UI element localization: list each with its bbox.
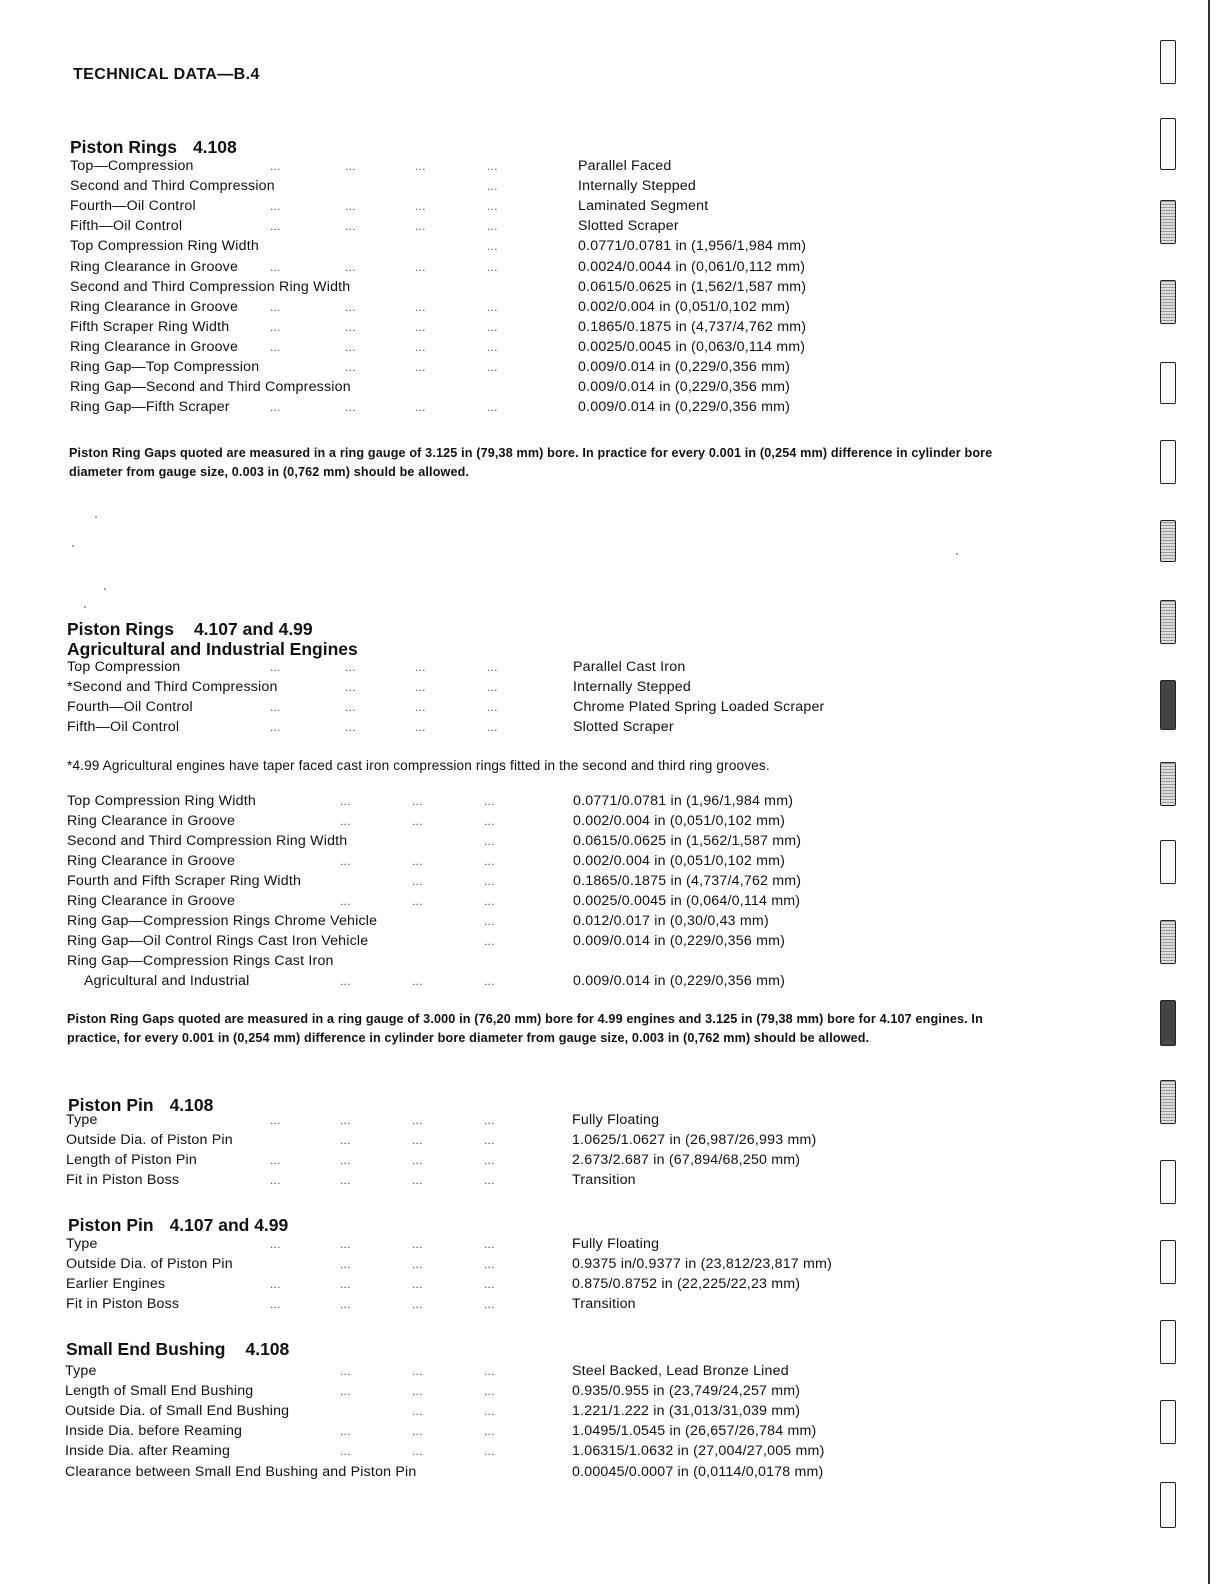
- leader-dots: ...: [415, 680, 426, 694]
- leader-dots: ...: [270, 700, 281, 714]
- leader-dots: ...: [487, 299, 498, 314]
- spec-row: [0, 1462, 1100, 1482]
- leader-dots: ...: [487, 179, 498, 194]
- leader-dots: ...: [340, 854, 351, 868]
- spec-value: 1.06315/1.0632 in (27,004/27,005 mm): [572, 1443, 825, 1460]
- scan-speck: [956, 553, 958, 555]
- leader-dots: ...: [415, 400, 426, 415]
- spec-row: [0, 1234, 1100, 1254]
- binder-tab: [1160, 1000, 1176, 1046]
- leader-dots: ...: [340, 1277, 351, 1291]
- heading-main: Piston Rings: [67, 619, 174, 639]
- leader-dots: ...: [340, 1297, 351, 1311]
- note-ring-gaps: Piston Ring Gaps quoted are measured in a ring gauge of 3.125 in (79,38 mm) bore. In practice for every 0.001 in (0,254 mm) difference in cylinder bore diameter from gauge size, 0.003 in (0,762 mm) should be allowed.: [69, 446, 993, 479]
- spec-value: 1.0495/1.0545 in (26,657/26,784 mm): [572, 1423, 817, 1440]
- leader-dots: ...: [412, 1384, 423, 1399]
- leader-dots: ...: [484, 894, 495, 908]
- spec-label: Inside Dia. before Reaming: [65, 1423, 243, 1440]
- binder-tab: [1160, 1160, 1176, 1204]
- binder-tab: [1160, 680, 1176, 730]
- leader-dots: ...: [487, 720, 498, 734]
- section-heading: [66, 1339, 289, 1359]
- spec-label: Agricultural and Industrial: [84, 973, 250, 989]
- leader-dots: ...: [487, 159, 498, 173]
- spec-row: [0, 1401, 1100, 1421]
- leader-dots: ...: [270, 219, 281, 234]
- spec-value: 0.002/0.004 in (0,051/0,102 mm): [573, 853, 786, 869]
- spec-label: Outside Dia. of Piston Pin: [66, 1132, 233, 1148]
- spec-label: Ring Clearance in Groove: [70, 298, 239, 315]
- leader-dots: ...: [415, 219, 426, 234]
- leader-dots: ...: [345, 680, 356, 694]
- leader-dots: ...: [270, 1173, 281, 1187]
- leader-dots: ...: [487, 360, 498, 374]
- spec-label: Second and Third Compression: [70, 178, 275, 195]
- binder-tab: [1160, 762, 1176, 806]
- leader-dots: ...: [412, 1364, 423, 1378]
- spec-label: Fit in Piston Boss: [66, 1172, 180, 1188]
- leader-dots: ...: [484, 934, 495, 948]
- spec-row: [0, 156, 1100, 176]
- spec-label: Top Compression: [67, 659, 181, 675]
- leader-dots: ...: [415, 299, 426, 314]
- spec-row: [0, 1150, 1100, 1170]
- spec-label: Type: [66, 1236, 98, 1252]
- spec-value: 0.9375 in/0.9377 in (23,812/23,817 mm): [572, 1256, 832, 1272]
- spec-row: [0, 176, 1100, 196]
- spec-value: 0.0025/0.0045 in (0,063/0,114 mm): [578, 338, 806, 355]
- spec-label: Second and Third Compression Ring Width: [67, 833, 348, 849]
- leader-dots: ...: [412, 974, 423, 988]
- leader-dots: ...: [412, 1153, 423, 1167]
- leader-dots: ...: [340, 1113, 351, 1127]
- leader-dots: ...: [412, 1173, 423, 1187]
- leader-dots: ...: [340, 894, 351, 908]
- binder-tab: [1160, 280, 1176, 324]
- leader-dots: ...: [340, 1364, 351, 1378]
- spec-label: Fourth—Oil Control: [67, 699, 193, 715]
- leader-dots: ...: [412, 794, 423, 808]
- spec-row: [0, 1274, 1100, 1294]
- page-title: TECHNICAL DATA—B.4: [73, 66, 260, 83]
- leader-dots: ...: [345, 400, 356, 415]
- leader-dots: ...: [484, 814, 495, 828]
- leader-dots: ...: [340, 1173, 351, 1187]
- spec-label: Length of Piston Pin: [66, 1152, 197, 1168]
- spec-label: Top—Compression: [70, 158, 194, 174]
- spec-value: 0.0771/0.0781 in (1,956/1,984 mm): [578, 238, 807, 255]
- leader-dots: ...: [412, 1237, 423, 1251]
- heading-model: 4.107 and 4.99: [169, 1215, 289, 1235]
- leader-dots: ...: [484, 1277, 495, 1291]
- spec-value: Steel Backed, Lead Bronze Lined: [572, 1363, 789, 1379]
- leader-dots: ...: [345, 159, 356, 173]
- leader-dots: ...: [340, 794, 351, 808]
- spec-value: Internally Stepped: [573, 679, 691, 695]
- spec-value: 0.009/0.014 in (0,229/0,356 mm): [573, 973, 786, 989]
- spec-row: [0, 397, 1100, 417]
- leader-dots: ...: [412, 854, 423, 868]
- leader-dots: ...: [270, 159, 281, 173]
- heading-main: Piston Pin: [68, 1215, 154, 1235]
- spec-label: Type: [65, 1363, 97, 1379]
- spec-row: [0, 277, 1100, 297]
- leader-dots: ...: [345, 360, 356, 374]
- leader-dots: ...: [345, 660, 356, 674]
- spec-value: Slotted Scraper: [573, 719, 674, 735]
- spec-value: 0.0615/0.0625 in (1,562/1,587 mm): [578, 278, 807, 295]
- leader-dots: ...: [484, 1133, 495, 1147]
- spec-label: Fit in Piston Boss: [66, 1296, 180, 1312]
- spec-label: Second and Third Compression Ring Width: [70, 278, 351, 295]
- leader-dots: ...: [270, 259, 281, 274]
- leader-dots: ...: [484, 874, 495, 888]
- spec-value: 0.0771/0.0781 in (1,96/1,984 mm): [573, 793, 794, 809]
- spec-value: Internally Stepped: [578, 178, 696, 195]
- spec-label: Ring Clearance in Groove: [67, 893, 236, 909]
- spec-value: 0.002/0.004 in (0,051/0,102 mm): [578, 298, 791, 315]
- spec-value: 0.935/0.955 in (23,749/24,257 mm): [572, 1383, 801, 1400]
- spec-row: [0, 891, 1100, 911]
- section-heading: [68, 1215, 288, 1235]
- spec-label: Outside Dia. of Small End Bushing: [65, 1403, 290, 1420]
- spec-row: [0, 791, 1100, 811]
- leader-dots: ...: [484, 1404, 495, 1419]
- spec-row: [0, 317, 1100, 337]
- heading-main: Small End Bushing: [66, 1339, 226, 1359]
- footnote-4-99: *4.99 Agricultural engines have taper faced cast iron compression rings fitted in the second and third ring grooves.: [67, 758, 770, 773]
- leader-dots: ...: [340, 814, 351, 828]
- heading-main: Piston Rings: [70, 137, 177, 157]
- spec-value: 0.1865/0.1875 in (4,737/4,762 mm): [573, 873, 802, 889]
- binder-tab: [1160, 920, 1176, 964]
- leader-dots: ...: [487, 339, 498, 354]
- heading-model: 4.107 and 4.99: [193, 619, 313, 639]
- leader-dots: ...: [484, 1153, 495, 1167]
- binder-tab: [1160, 362, 1176, 404]
- spec-label: Clearance between Small End Bushing and Piston Pin: [65, 1463, 417, 1480]
- leader-dots: ...: [345, 259, 356, 274]
- binder-tab: [1160, 118, 1176, 170]
- leader-dots: ...: [412, 1113, 423, 1127]
- leader-dots: ...: [345, 219, 356, 234]
- spec-label: Ring Clearance in Groove: [67, 853, 236, 869]
- leader-dots: ...: [340, 1384, 351, 1399]
- spec-value: 2.673/2.687 in (67,894/68,250 mm): [572, 1152, 801, 1168]
- spec-value: 0.00045/0.0007 in (0,0114/0,0178 mm): [572, 1463, 824, 1480]
- leader-dots: ...: [270, 1297, 281, 1311]
- binder-tab: [1160, 1400, 1176, 1444]
- page-edge: [1208, 0, 1210, 1584]
- binder-tab: [1160, 600, 1176, 644]
- spec-value: 0.0615/0.0625 in (1,562/1,587 mm): [573, 833, 802, 849]
- spec-value: 1.221/1.222 in (31,013/31,039 mm): [572, 1403, 801, 1420]
- binder-tab: [1160, 200, 1176, 244]
- spec-label: Ring Clearance in Groove: [70, 338, 239, 355]
- spec-label: Ring Gap—Fifth Scraper: [70, 399, 230, 416]
- leader-dots: ...: [487, 259, 498, 274]
- section-heading: [67, 619, 313, 639]
- leader-dots: ...: [484, 1237, 495, 1251]
- leader-dots: ...: [345, 700, 356, 714]
- spec-value: Chrome Plated Spring Loaded Scraper: [573, 699, 825, 715]
- leader-dots: ...: [270, 339, 281, 354]
- spec-row: [0, 831, 1100, 851]
- spec-label: Length of Small End Bushing: [65, 1383, 254, 1400]
- leader-dots: ...: [345, 319, 356, 334]
- leader-dots: ...: [484, 1444, 495, 1459]
- leader-dots: ...: [484, 974, 495, 988]
- heading-model: 4.108: [245, 1339, 290, 1359]
- spec-value: Parallel Cast Iron: [573, 659, 686, 675]
- heading-model: 4.108: [192, 137, 237, 157]
- leader-dots: ...: [340, 1257, 351, 1271]
- spec-value: Laminated Segment: [578, 198, 709, 215]
- spec-label: *Second and Third Compression: [67, 679, 278, 695]
- spec-row: [0, 337, 1100, 357]
- spec-value: Transition: [572, 1172, 636, 1188]
- leader-dots: ...: [415, 660, 426, 674]
- leader-dots: ...: [345, 339, 356, 354]
- spec-row: [0, 871, 1100, 891]
- spec-label: Inside Dia. after Reaming: [65, 1443, 231, 1460]
- spec-value: Transition: [572, 1296, 636, 1312]
- spec-value: 0.012/0.017 in (0,30/0,43 mm): [573, 913, 769, 929]
- leader-dots: ...: [484, 1424, 495, 1439]
- spec-row: [0, 851, 1100, 871]
- spec-row: [0, 216, 1100, 236]
- spec-label: Fifth Scraper Ring Width: [70, 318, 230, 335]
- spec-label: Fifth—Oil Control: [67, 719, 180, 735]
- spec-label: Ring Clearance in Groove: [67, 813, 236, 829]
- binder-tab: [1160, 840, 1176, 884]
- spec-row: [0, 257, 1100, 277]
- leader-dots: ...: [484, 1364, 495, 1378]
- leader-dots: ...: [484, 1297, 495, 1311]
- spec-label: Ring Gap—Oil Control Rings Cast Iron Vehicle: [67, 933, 369, 949]
- spec-value: 1.0625/1.0627 in (26,987/26,993 mm): [572, 1132, 817, 1148]
- spec-row: [0, 236, 1100, 256]
- leader-dots: ...: [340, 1424, 351, 1439]
- leader-dots: ...: [487, 199, 498, 214]
- leader-dots: ...: [487, 400, 498, 415]
- spec-value: 0.009/0.014 in (0,229/0,356 mm): [573, 933, 786, 949]
- scan-speck: [95, 516, 97, 518]
- spec-value: 0.875/0.8752 in (22,225/22,23 mm): [572, 1276, 801, 1292]
- leader-dots: ...: [340, 1237, 351, 1251]
- spec-value: Slotted Scraper: [578, 218, 679, 235]
- binder-tab: [1160, 1320, 1176, 1364]
- spec-label: Top Compression Ring Width: [70, 238, 259, 255]
- spec-row: [0, 1130, 1100, 1150]
- spec-row: [0, 1441, 1100, 1461]
- spec-row: [0, 911, 1100, 931]
- heading-model: 4.108: [169, 1095, 214, 1115]
- spec-row: [0, 717, 1100, 737]
- leader-dots: ...: [270, 660, 281, 674]
- leader-dots: ...: [270, 1237, 281, 1251]
- spec-row: [0, 377, 1100, 397]
- leader-dots: ...: [412, 814, 423, 828]
- binder-tab: [1160, 1482, 1176, 1528]
- leader-dots: ...: [270, 720, 281, 734]
- spec-row: [0, 1361, 1100, 1381]
- leader-dots: ...: [415, 199, 426, 214]
- spec-row: [0, 1254, 1100, 1274]
- spec-label: Fourth and Fifth Scraper Ring Width: [67, 873, 302, 889]
- leader-dots: ...: [487, 700, 498, 714]
- spec-row: [0, 196, 1100, 216]
- spec-value: 0.009/0.014 in (0,229/0,356 mm): [578, 379, 791, 396]
- leader-dots: ...: [345, 299, 356, 314]
- leader-dots: ...: [345, 720, 356, 734]
- scan-speck: [104, 588, 106, 590]
- binder-tab: [1160, 40, 1176, 84]
- leader-dots: ...: [270, 1153, 281, 1167]
- leader-dots: ...: [412, 1424, 423, 1439]
- leader-dots: ...: [415, 159, 426, 173]
- leader-dots: ...: [487, 239, 498, 254]
- leader-dots: ...: [484, 1384, 495, 1399]
- spec-row: [0, 971, 1100, 991]
- leader-dots: ...: [412, 874, 423, 888]
- spec-row: [0, 1294, 1100, 1314]
- leader-dots: ...: [340, 974, 351, 988]
- spec-value: 0.009/0.014 in (0,229/0,356 mm): [578, 399, 791, 416]
- spec-label: Ring Gap—Top Compression: [70, 359, 260, 375]
- section-subheading: Agricultural and Industrial Engines: [67, 639, 358, 659]
- spec-label: Earlier Engines: [66, 1276, 166, 1292]
- leader-dots: ...: [487, 660, 498, 674]
- leader-dots: ...: [340, 1153, 351, 1167]
- spec-row: [0, 811, 1100, 831]
- spec-row: [0, 657, 1100, 677]
- spec-value: 0.0024/0.0044 in (0,061/0,112 mm): [578, 258, 806, 275]
- leader-dots: ...: [415, 700, 426, 714]
- spec-row: [0, 1381, 1100, 1401]
- spec-row: [0, 1170, 1100, 1190]
- spec-label: Fifth—Oil Control: [70, 218, 183, 235]
- spec-label: Top Compression Ring Width: [67, 793, 256, 809]
- leader-dots: ...: [412, 1297, 423, 1311]
- leader-dots: ...: [415, 720, 426, 734]
- leader-dots: ...: [340, 1133, 351, 1147]
- spec-label: Ring Gap—Compression Rings Cast Iron: [67, 953, 334, 969]
- leader-dots: ...: [412, 1404, 423, 1419]
- spec-value: 0.002/0.004 in (0,051/0,102 mm): [573, 813, 786, 829]
- spec-row: [0, 677, 1100, 697]
- spec-value: Fully Floating: [572, 1236, 660, 1252]
- leader-dots: ...: [345, 199, 356, 214]
- leader-dots: ...: [270, 299, 281, 314]
- spec-label: Type: [66, 1112, 98, 1128]
- leader-dots: ...: [412, 894, 423, 908]
- spec-value: Fully Floating: [572, 1112, 660, 1128]
- spec-value: 0.009/0.014 in (0,229/0,356 mm): [578, 359, 791, 375]
- leader-dots: ...: [484, 794, 495, 808]
- leader-dots: ...: [484, 1257, 495, 1271]
- leader-dots: ...: [415, 360, 426, 374]
- leader-dots: ...: [270, 199, 281, 214]
- spec-row: [0, 357, 1100, 377]
- scan-speck: [72, 545, 74, 547]
- spec-label: Outside Dia. of Piston Pin: [66, 1256, 233, 1272]
- leader-dots: ...: [412, 1133, 423, 1147]
- spec-row: [0, 951, 1100, 971]
- leader-dots: ...: [487, 219, 498, 234]
- spec-value: 0.1865/0.1875 in (4,737/4,762 mm): [578, 318, 807, 335]
- leader-dots: ...: [412, 1444, 423, 1459]
- leader-dots: ...: [415, 339, 426, 354]
- note-ring-gaps: Piston Ring Gaps quoted are measured in a ring gauge of 3.000 in (76,20 mm) bore for 4.99 engines and 3.125 in (79,38 mm) bore for 4.107 engines. In practice, for every 0.001 in (0,254 mm) difference in cylinder bore diameter from gauge size, 0.003 in (0,762 mm) should be allowed.: [67, 1012, 983, 1045]
- spec-row: [0, 697, 1100, 717]
- binder-tab: [1160, 520, 1176, 562]
- leader-dots: ...: [484, 914, 495, 928]
- leader-dots: ...: [270, 1277, 281, 1291]
- leader-dots: ...: [484, 1113, 495, 1127]
- heading-main: Piston Pin: [68, 1095, 154, 1115]
- spec-label: Fourth—Oil Control: [70, 198, 196, 215]
- leader-dots: ...: [270, 1113, 281, 1127]
- binder-tab: [1160, 440, 1176, 484]
- leader-dots: ...: [487, 680, 498, 694]
- leader-dots: ...: [484, 1173, 495, 1187]
- leader-dots: ...: [484, 834, 495, 848]
- spec-row: [0, 297, 1100, 317]
- leader-dots: ...: [270, 319, 281, 334]
- leader-dots: ...: [487, 319, 498, 334]
- leader-dots: ...: [340, 1444, 351, 1459]
- leader-dots: ...: [415, 319, 426, 334]
- spec-row: [0, 1421, 1100, 1441]
- leader-dots: ...: [484, 854, 495, 868]
- scan-speck: [84, 606, 86, 608]
- spec-row: [0, 931, 1100, 951]
- spec-label: Ring Gap—Second and Third Compression: [70, 379, 351, 396]
- spec-label: Ring Clearance in Groove: [70, 258, 239, 275]
- leader-dots: ...: [415, 259, 426, 274]
- leader-dots: ...: [412, 1257, 423, 1271]
- leader-dots: ...: [412, 1277, 423, 1291]
- section-heading: [70, 137, 237, 157]
- spec-row: [0, 1110, 1100, 1130]
- binder-tab: [1160, 1240, 1176, 1284]
- spec-value: Parallel Faced: [578, 158, 672, 174]
- spec-label: Ring Gap—Compression Rings Chrome Vehicle: [67, 913, 378, 929]
- binder-tab: [1160, 1080, 1176, 1124]
- leader-dots: ...: [270, 400, 281, 415]
- spec-value: 0.0025/0.0045 in (0,064/0,114 mm): [573, 893, 801, 909]
